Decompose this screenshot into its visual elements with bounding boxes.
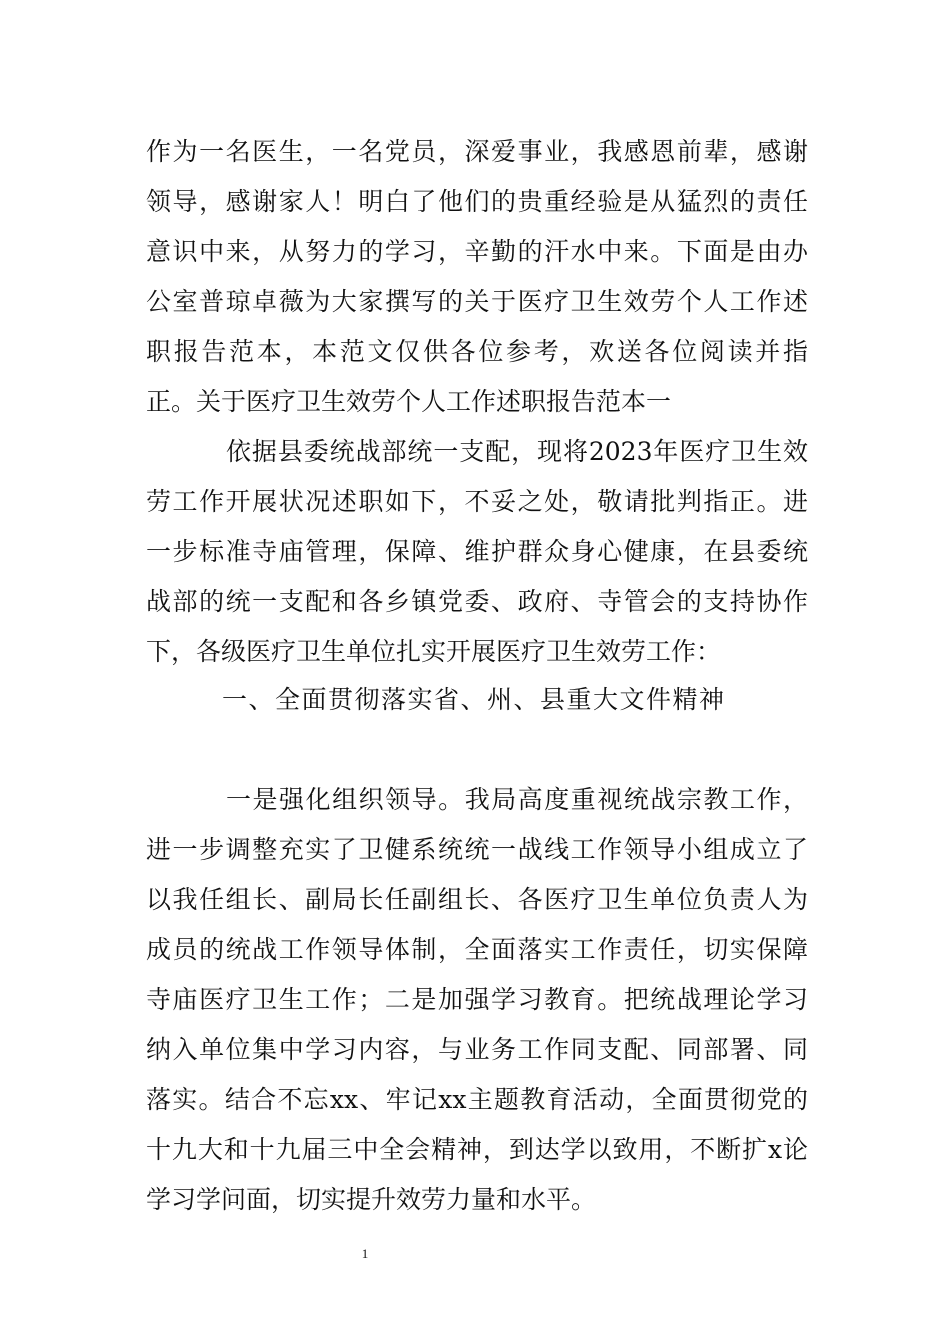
para1-line-2: 劳工作开展状况述职如下，不妥之处，敬请批判指正。进 (146, 487, 808, 516)
intro-line-6: 正。关于医疗卫生效劳个人工作述职报告范本一 (146, 387, 672, 416)
para1-line-4: 战部的统一支配和各乡镇党委、政府、寺管会的支持协作 (146, 587, 808, 616)
para2-line-8: 十九大和十九届三中全会精神，到达学以致用，不断扩x论 (146, 1135, 808, 1164)
intro-line-2: 领导，感谢家人！明白了他们的贵重经验是从猛烈的责任 (146, 187, 808, 216)
para2-line-7: 落实。结合不忘xx、牢记xx主题教育活动，全面贯彻党的 (146, 1085, 808, 1114)
para2-line-9: 学习学问面，切实提升效劳力量和水平。 (146, 1185, 597, 1214)
para2-line-3: 以我任组长、副局长任副组长、各医疗卫生单位负责人为 (146, 885, 808, 914)
para1-line-5: 下，各级医疗卫生单位扎实开展医疗卫生效劳工作： (146, 637, 722, 666)
para2-line-4: 成员的统战工作领导体制，全面落实工作责任，切实保障 (146, 935, 808, 964)
para2-line-5: 寺庙医疗卫生工作；二是加强学习教育。把统战理论学习 (146, 985, 808, 1014)
para2-line-6: 纳入单位集中学习内容，与业务工作同支配、同部署、同 (146, 1035, 808, 1064)
para1-line-3: 一步标准寺庙管理，保障、维护群众身心健康，在县委统 (146, 537, 808, 566)
intro-line-4: 公室普琼卓薇为大家撰写的关于医疗卫生效劳个人工作述 (146, 287, 808, 316)
intro-line-1: 作为一名医生，一名党员，深爱事业，我感恩前辈，感谢 (146, 137, 808, 166)
para2-line-2: 进一步调整充实了卫健系统统一战线工作领导小组成立了 (146, 835, 808, 864)
intro-line-3: 意识中来，从努力的学习，辛勤的汗水中来。下面是由办 (146, 237, 808, 266)
para2-line-1: 一是强化组织领导。我局高度重视统战宗教工作， (226, 785, 808, 814)
para1-line-1: 依据县委统战部统一支配，现将2023年医疗卫生效 (226, 437, 808, 466)
intro-line-5: 职报告范本，本范文仅供各位参考，欢送各位阅读并指 (146, 337, 808, 366)
section-heading-1: 一、全面贯彻落实省、州、县重大文件精神 (222, 685, 726, 714)
page-number: 1 (361, 1246, 369, 1261)
